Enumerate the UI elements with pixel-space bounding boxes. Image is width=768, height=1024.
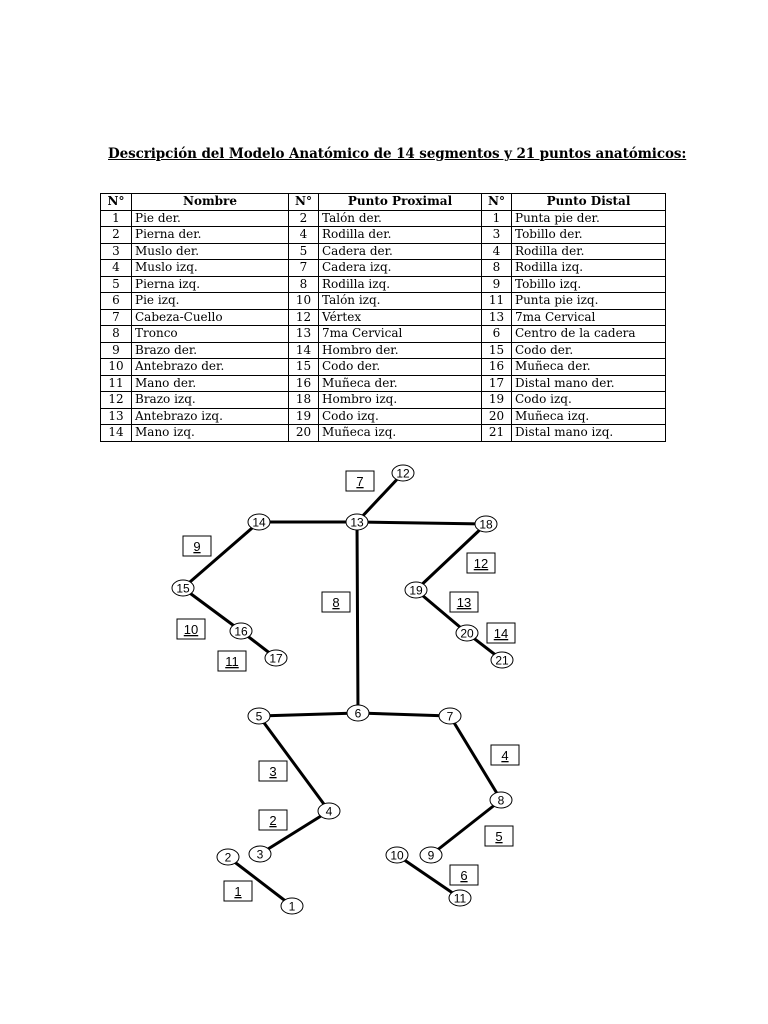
point-label: 2 xyxy=(224,850,232,865)
cell-proximal-point: Vértex xyxy=(319,309,482,326)
cell-segment-name: Muslo der. xyxy=(132,243,289,260)
cell-proximal-number: 8 xyxy=(289,276,319,293)
cell-distal-point: Punta pie der. xyxy=(512,210,666,227)
cell-segment-name: Pierna izq. xyxy=(132,276,289,293)
cell-proximal-number: 19 xyxy=(289,408,319,425)
segment-box xyxy=(224,881,252,901)
cell-segment-name: Muslo izq. xyxy=(132,260,289,277)
header-segment-number: N° xyxy=(101,194,132,211)
segment-label: 11 xyxy=(225,654,239,669)
segment-box xyxy=(450,592,478,612)
cell-distal-point: Codo der. xyxy=(512,342,666,359)
segment-label: 9 xyxy=(193,539,201,554)
cell-distal-number: 17 xyxy=(482,375,512,392)
cell-distal-number: 9 xyxy=(482,276,512,293)
cell-proximal-number: 4 xyxy=(289,227,319,244)
cell-distal-point: Distal mano der. xyxy=(512,375,666,392)
cell-distal-number: 20 xyxy=(482,408,512,425)
anatomical-point xyxy=(392,465,414,481)
cell-proximal-number: 18 xyxy=(289,392,319,409)
segment-box xyxy=(346,471,374,491)
cell-distal-number: 4 xyxy=(482,243,512,260)
table-row xyxy=(101,326,666,343)
anatomical-point xyxy=(248,708,270,724)
point-label: 18 xyxy=(479,517,493,532)
anatomical-point xyxy=(249,846,271,862)
segment-label: 1 xyxy=(234,884,242,899)
cell-segment-number: 9 xyxy=(101,342,132,359)
anatomical-point xyxy=(449,890,471,906)
point-label: 15 xyxy=(176,581,190,596)
cell-distal-number: 21 xyxy=(482,425,512,442)
cell-segment-name: Brazo der. xyxy=(132,342,289,359)
segment-label: 8 xyxy=(332,595,340,610)
cell-segment-name: Antebrazo der. xyxy=(132,359,289,376)
table-row xyxy=(101,408,666,425)
cell-segment-number: 10 xyxy=(101,359,132,376)
anatomical-point xyxy=(347,705,369,721)
cell-segment-number: 13 xyxy=(101,408,132,425)
segment-box xyxy=(467,553,495,573)
anatomical-point xyxy=(217,849,239,865)
table-row xyxy=(101,392,666,409)
cell-proximal-number: 12 xyxy=(289,309,319,326)
point-label: 3 xyxy=(256,847,264,862)
cell-segment-number: 6 xyxy=(101,293,132,310)
point-label: 4 xyxy=(325,804,333,819)
header-distal-point: Punto Distal xyxy=(512,194,666,211)
anatomical-point xyxy=(405,582,427,598)
anatomical-point xyxy=(230,623,252,639)
segment-label: 12 xyxy=(473,556,489,571)
cell-proximal-point: Cadera izq. xyxy=(319,260,482,277)
cell-distal-number: 1 xyxy=(482,210,512,227)
segment-label: 13 xyxy=(456,595,472,610)
segment-label: 6 xyxy=(460,868,468,883)
table-row xyxy=(101,227,666,244)
cell-proximal-point: Rodilla der. xyxy=(319,227,482,244)
cell-proximal-number: 7 xyxy=(289,260,319,277)
anatomical-point xyxy=(490,792,512,808)
cell-segment-name: Pierna der. xyxy=(132,227,289,244)
table-row xyxy=(101,210,666,227)
cell-proximal-number: 15 xyxy=(289,359,319,376)
anatomical-point xyxy=(439,708,461,724)
cell-distal-point: Muñeca izq. xyxy=(512,408,666,425)
point-label: 1 xyxy=(288,899,296,914)
point-label: 10 xyxy=(390,848,404,863)
cell-proximal-point: Codo izq. xyxy=(319,408,482,425)
cell-segment-name: Antebrazo izq. xyxy=(132,408,289,425)
cell-proximal-point: Talón izq. xyxy=(319,293,482,310)
point-label: 13 xyxy=(350,515,364,530)
table-row xyxy=(101,309,666,326)
segment-box xyxy=(450,865,478,885)
cell-proximal-point: Muñeca izq. xyxy=(319,425,482,442)
cell-proximal-number: 16 xyxy=(289,375,319,392)
segment-label: 7 xyxy=(356,474,364,489)
cell-segment-number: 5 xyxy=(101,276,132,293)
segment-box xyxy=(183,536,211,556)
header-proximal-number: N° xyxy=(289,194,319,211)
segment-line xyxy=(358,713,450,716)
cell-distal-number: 11 xyxy=(482,293,512,310)
cell-segment-number: 11 xyxy=(101,375,132,392)
anatomical-model-diagram xyxy=(0,455,768,935)
cell-distal-number: 6 xyxy=(482,326,512,343)
point-label: 17 xyxy=(269,651,283,666)
cell-distal-point: Distal mano izq. xyxy=(512,425,666,442)
cell-proximal-point: Rodilla izq. xyxy=(319,276,482,293)
segment-line xyxy=(357,522,486,524)
anatomical-point xyxy=(318,803,340,819)
cell-segment-name: Brazo izq. xyxy=(132,392,289,409)
cell-proximal-point: Talón der. xyxy=(319,210,482,227)
anatomical-point xyxy=(386,847,408,863)
cell-distal-point: Rodilla izq. xyxy=(512,260,666,277)
segment-label: 2 xyxy=(269,813,277,828)
segment-label: 14 xyxy=(493,626,509,641)
point-label: 20 xyxy=(460,626,474,641)
anatomical-point xyxy=(420,847,442,863)
cell-segment-name: Pie izq. xyxy=(132,293,289,310)
anatomical-point xyxy=(172,580,194,596)
segment-box xyxy=(487,623,515,643)
header-proximal-point: Punto Proximal xyxy=(319,194,482,211)
cell-segment-number: 8 xyxy=(101,326,132,343)
cell-segment-number: 7 xyxy=(101,309,132,326)
segment-box xyxy=(259,810,287,830)
anatomical-point xyxy=(456,625,478,641)
cell-proximal-number: 13 xyxy=(289,326,319,343)
cell-distal-point: Tobillo izq. xyxy=(512,276,666,293)
cell-proximal-point: Cadera der. xyxy=(319,243,482,260)
anatomical-point xyxy=(475,516,497,532)
table-row xyxy=(101,359,666,376)
segment-label: 10 xyxy=(183,622,199,637)
segment-box xyxy=(491,745,519,765)
cell-segment-number: 1 xyxy=(101,210,132,227)
point-label: 8 xyxy=(497,793,505,808)
cell-distal-number: 3 xyxy=(482,227,512,244)
cell-proximal-number: 20 xyxy=(289,425,319,442)
segments-table xyxy=(100,193,666,442)
segment-line xyxy=(259,713,358,716)
segment-label: 5 xyxy=(495,829,503,844)
cell-distal-point: Punta pie izq. xyxy=(512,293,666,310)
anatomical-point xyxy=(248,514,270,530)
segment-line xyxy=(357,522,358,713)
table-header-row xyxy=(101,194,666,211)
cell-proximal-point: Codo der. xyxy=(319,359,482,376)
segment-label: 4 xyxy=(501,748,509,763)
table-row xyxy=(101,276,666,293)
point-label: 9 xyxy=(427,848,435,863)
point-label: 14 xyxy=(252,515,266,530)
cell-proximal-point: Hombro der. xyxy=(319,342,482,359)
point-label: 19 xyxy=(409,583,423,598)
table-row xyxy=(101,425,666,442)
cell-proximal-number: 2 xyxy=(289,210,319,227)
point-label: 7 xyxy=(446,709,454,724)
point-label: 21 xyxy=(495,653,509,668)
anatomical-point xyxy=(281,898,303,914)
cell-distal-number: 8 xyxy=(482,260,512,277)
segment-box xyxy=(218,651,246,671)
anatomical-point xyxy=(265,650,287,666)
cell-segment-number: 14 xyxy=(101,425,132,442)
segment-label: 3 xyxy=(269,764,277,779)
cell-distal-point: 7ma Cervical xyxy=(512,309,666,326)
point-label: 6 xyxy=(354,706,362,721)
cell-proximal-number: 10 xyxy=(289,293,319,310)
page-title: Descripción del Modelo Anatómico de 14 segmentos y 21 puntos anatómicos: xyxy=(108,146,687,162)
cell-distal-number: 16 xyxy=(482,359,512,376)
point-label: 12 xyxy=(396,466,410,481)
segment-box xyxy=(485,826,513,846)
cell-distal-number: 15 xyxy=(482,342,512,359)
cell-distal-point: Rodilla der. xyxy=(512,243,666,260)
header-name: Nombre xyxy=(132,194,289,211)
cell-segment-name: Cabeza-Cuello xyxy=(132,309,289,326)
point-label: 16 xyxy=(234,624,248,639)
cell-distal-number: 19 xyxy=(482,392,512,409)
table-row xyxy=(101,293,666,310)
cell-segment-name: Pie der. xyxy=(132,210,289,227)
segment-box xyxy=(259,761,287,781)
cell-segment-number: 3 xyxy=(101,243,132,260)
cell-proximal-number: 14 xyxy=(289,342,319,359)
segment-box xyxy=(177,619,205,639)
header-distal-number: N° xyxy=(482,194,512,211)
cell-proximal-point: Muñeca der. xyxy=(319,375,482,392)
table-row xyxy=(101,260,666,277)
cell-segment-number: 2 xyxy=(101,227,132,244)
anatomical-point xyxy=(491,652,513,668)
cell-distal-point: Codo izq. xyxy=(512,392,666,409)
cell-segment-name: Mano der. xyxy=(132,375,289,392)
cell-proximal-number: 5 xyxy=(289,243,319,260)
cell-proximal-point: 7ma Cervical xyxy=(319,326,482,343)
cell-distal-point: Centro de la cadera xyxy=(512,326,666,343)
cell-distal-point: Tobillo der. xyxy=(512,227,666,244)
cell-distal-point: Muñeca der. xyxy=(512,359,666,376)
table-row xyxy=(101,243,666,260)
point-label: 11 xyxy=(453,891,467,906)
cell-segment-number: 12 xyxy=(101,392,132,409)
table-row xyxy=(101,342,666,359)
segment-box xyxy=(322,592,350,612)
cell-segment-name: Mano izq. xyxy=(132,425,289,442)
cell-segment-name: Tronco xyxy=(132,326,289,343)
anatomical-point xyxy=(346,514,368,530)
cell-segment-number: 4 xyxy=(101,260,132,277)
cell-distal-number: 13 xyxy=(482,309,512,326)
table-row xyxy=(101,375,666,392)
cell-proximal-point: Hombro izq. xyxy=(319,392,482,409)
point-label: 5 xyxy=(255,709,263,724)
